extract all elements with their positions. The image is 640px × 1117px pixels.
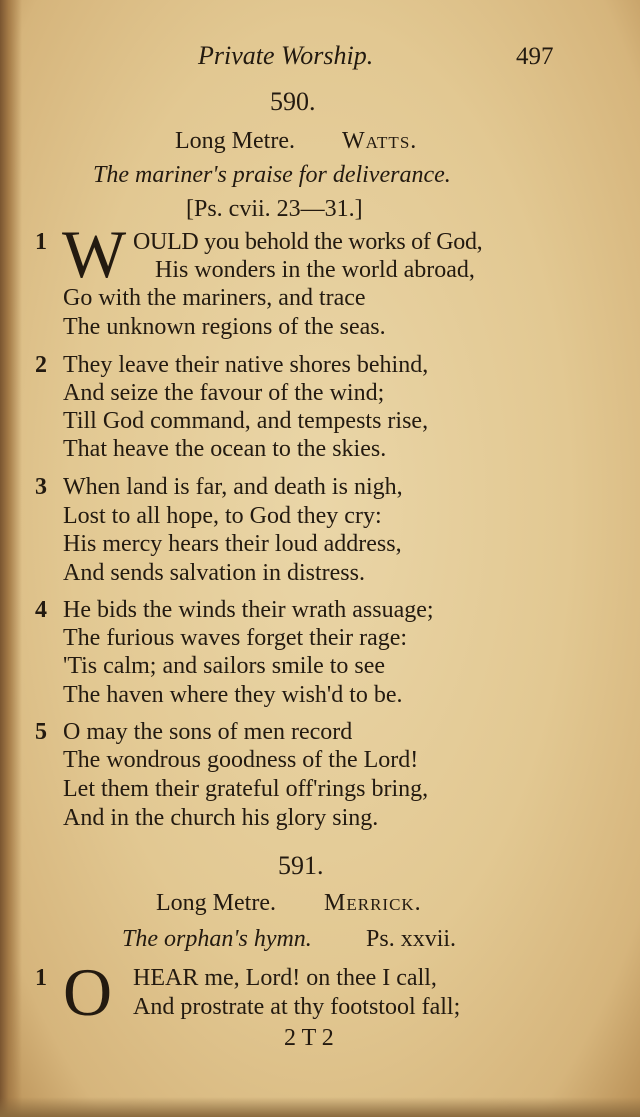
verse-line: His wonders in the world abroad,: [155, 257, 475, 283]
verse-line: Let them their grateful off'rings bring,: [63, 776, 429, 802]
signature-mark: 2 T 2: [284, 1025, 334, 1051]
hymn-590-number: 590.: [270, 87, 316, 116]
drop-cap: W: [62, 216, 127, 292]
stanza-number: 3: [35, 474, 47, 500]
verse-line: And prostrate at thy footstool fall;: [133, 994, 461, 1020]
stanza-number: 4: [35, 597, 47, 623]
hymn-590-subtitle: The mariner's praise for deliverance.: [93, 162, 451, 188]
hymn-591-reference: Ps. xxvii.: [366, 926, 457, 952]
stanza-number: 5: [35, 719, 47, 745]
hymn-590-reference: [Ps. cvii. 23—31.]: [186, 196, 363, 222]
verse-line: The unknown regions of the seas.: [63, 314, 386, 340]
verse-line: His mercy hears their loud address,: [63, 531, 402, 557]
verse-line: That heave the ocean to the skies.: [63, 436, 387, 462]
verse-line: And sends salvation in distress.: [63, 560, 365, 586]
hymn-591-metre: Long Metre.: [156, 890, 276, 916]
hymn-590-metre: Long Metre.: [175, 128, 295, 154]
verse-line: He bids the winds their wrath assuage;: [63, 597, 434, 623]
hymn-591-subtitle: The orphan's hymn.: [122, 926, 312, 952]
verse-line: OULD you behold the works of God,: [133, 229, 483, 255]
hymn-590-author: Watts.: [342, 128, 418, 154]
verse-line: O may the sons of men record: [63, 719, 353, 745]
verse-line: The haven where they wish'd to be.: [63, 682, 403, 708]
verse-line: They leave their native shores behind,: [63, 352, 429, 378]
verse-line: The wondrous goodness of the Lord!: [63, 747, 419, 773]
verse-line: When land is far, and death is nigh,: [63, 474, 403, 500]
verse-line: HEAR me, Lord! on thee I call,: [133, 965, 437, 991]
verse-line: Go with the mariners, and trace: [63, 285, 366, 311]
verse-line: And in the church his glory sing.: [63, 805, 379, 831]
stanza-number: 2: [35, 352, 47, 378]
hymn-591-author: Merrick.: [324, 890, 422, 916]
verse-line: Lost to all hope, to God they cry:: [63, 503, 382, 529]
page-number: 497: [516, 43, 554, 70]
hymn-591-number: 591.: [278, 851, 324, 880]
stanza-number: 1: [35, 965, 47, 991]
running-title: Private Worship.: [198, 41, 374, 70]
verse-line: And seize the favour of the wind;: [63, 380, 385, 406]
verse-line: Till God command, and tempests rise,: [63, 408, 429, 434]
stanza-number: 1: [35, 229, 47, 255]
verse-line: The furious waves forget their rage:: [63, 625, 408, 651]
verse-line: 'Tis calm; and sailors smile to see: [63, 653, 386, 679]
drop-cap: O: [63, 954, 113, 1030]
